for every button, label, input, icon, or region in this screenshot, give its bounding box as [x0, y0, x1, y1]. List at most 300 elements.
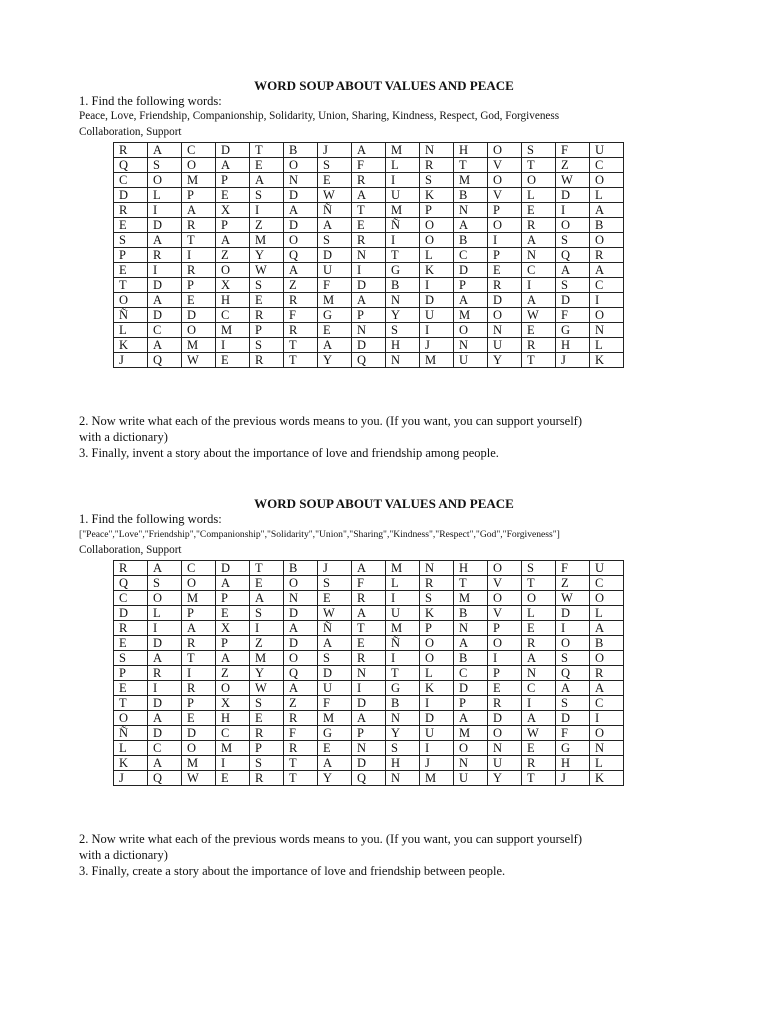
- grid-cell: V: [488, 188, 522, 203]
- grid-cell: J: [556, 771, 590, 786]
- grid-cell: I: [386, 173, 420, 188]
- grid-cell: C: [148, 741, 182, 756]
- grid-cell: L: [114, 741, 148, 756]
- grid-row: [114, 561, 624, 576]
- grid-cell: U: [318, 263, 352, 278]
- grid-cell: N: [386, 771, 420, 786]
- grid-cell: S: [250, 606, 284, 621]
- grid-cell: R: [352, 233, 386, 248]
- grid-cell: U: [454, 353, 488, 368]
- grid-cell: O: [114, 711, 148, 726]
- grid-cell: T: [250, 143, 284, 158]
- grid-cell: O: [488, 726, 522, 741]
- grid-cell: T: [284, 353, 318, 368]
- grid-cell: R: [522, 636, 556, 651]
- grid-cell: T: [522, 771, 556, 786]
- grid-cell: T: [522, 576, 556, 591]
- grid-cell: P: [488, 621, 522, 636]
- grid-cell: D: [556, 293, 590, 308]
- grid-cell: C: [216, 726, 250, 741]
- grid-cell: D: [148, 278, 182, 293]
- grid-cell: L: [590, 606, 624, 621]
- grid-cell: H: [216, 293, 250, 308]
- grid-cell: R: [182, 636, 216, 651]
- instruction-story: 3. Finally, invent a story about the importance of love and friendship among people.: [79, 446, 499, 460]
- grid-cell: C: [590, 278, 624, 293]
- grid-cell: L: [114, 323, 148, 338]
- grid-cell: U: [386, 606, 420, 621]
- grid-cell: I: [352, 263, 386, 278]
- grid-cell: T: [454, 158, 488, 173]
- grid-cell: R: [182, 218, 216, 233]
- grid-cell: D: [352, 278, 386, 293]
- grid-cell: G: [556, 741, 590, 756]
- grid-cell: M: [250, 651, 284, 666]
- grid-cell: F: [556, 726, 590, 741]
- letter-grid: [113, 560, 624, 786]
- grid-cell: A: [556, 263, 590, 278]
- grid-cell: A: [352, 188, 386, 203]
- grid-cell: I: [148, 681, 182, 696]
- grid-cell: X: [216, 621, 250, 636]
- grid-cell: O: [556, 218, 590, 233]
- grid-cell: M: [454, 726, 488, 741]
- grid-cell: R: [522, 756, 556, 771]
- grid-cell: A: [352, 561, 386, 576]
- grid-cell: Ñ: [318, 203, 352, 218]
- grid-cell: B: [386, 696, 420, 711]
- grid-cell: L: [590, 188, 624, 203]
- grid-cell: P: [182, 278, 216, 293]
- grid-cell: E: [250, 158, 284, 173]
- grid-cell: N: [352, 323, 386, 338]
- grid-cell: D: [148, 726, 182, 741]
- grid-cell: O: [420, 651, 454, 666]
- grid-cell: P: [352, 308, 386, 323]
- grid-cell: R: [284, 711, 318, 726]
- grid-cell: B: [284, 143, 318, 158]
- grid-cell: P: [454, 278, 488, 293]
- grid-cell: M: [454, 591, 488, 606]
- grid-cell: I: [216, 338, 250, 353]
- grid-cell: Q: [148, 353, 182, 368]
- grid-row: [114, 681, 624, 696]
- grid-cell: E: [216, 188, 250, 203]
- grid-row: [114, 263, 624, 278]
- grid-cell: D: [556, 606, 590, 621]
- grid-cell: N: [386, 711, 420, 726]
- grid-cell: H: [216, 711, 250, 726]
- grid-cell: K: [590, 353, 624, 368]
- grid-cell: N: [352, 741, 386, 756]
- instruction-write-meanings: 2. Now write what each of the previous words means to you. (If you want, you can support yourself): [79, 832, 583, 846]
- grid-cell: P: [216, 591, 250, 606]
- grid-cell: N: [352, 666, 386, 681]
- grid-cell: D: [148, 696, 182, 711]
- grid-cell: R: [420, 576, 454, 591]
- grid-cell: O: [284, 651, 318, 666]
- grid-cell: P: [420, 203, 454, 218]
- grid-cell: O: [284, 233, 318, 248]
- grid-row: [114, 576, 624, 591]
- grid-row: [114, 203, 624, 218]
- grid-cell: M: [216, 741, 250, 756]
- grid-row: [114, 726, 624, 741]
- grid-row: [114, 218, 624, 233]
- grid-cell: N: [284, 591, 318, 606]
- grid-cell: E: [114, 636, 148, 651]
- grid-cell: Z: [216, 666, 250, 681]
- grid-cell: M: [182, 756, 216, 771]
- grid-row: [114, 696, 624, 711]
- grid-cell: D: [488, 711, 522, 726]
- grid-cell: T: [182, 233, 216, 248]
- grid-cell: P: [420, 621, 454, 636]
- word-list-continued: Collaboration, Support: [79, 544, 182, 556]
- grid-cell: U: [590, 143, 624, 158]
- grid-cell: F: [318, 696, 352, 711]
- grid-cell: C: [590, 576, 624, 591]
- grid-cell: U: [318, 681, 352, 696]
- grid-cell: H: [386, 338, 420, 353]
- grid-cell: S: [556, 278, 590, 293]
- grid-cell: J: [318, 143, 352, 158]
- grid-cell: B: [284, 561, 318, 576]
- grid-cell: S: [420, 173, 454, 188]
- grid-cell: Q: [352, 353, 386, 368]
- grid-cell: A: [454, 293, 488, 308]
- grid-cell: Y: [318, 771, 352, 786]
- grid-cell: A: [182, 621, 216, 636]
- grid-cell: C: [590, 158, 624, 173]
- grid-cell: R: [284, 323, 318, 338]
- grid-cell: F: [284, 726, 318, 741]
- grid-cell: R: [284, 293, 318, 308]
- grid-cell: I: [420, 278, 454, 293]
- grid-cell: R: [488, 696, 522, 711]
- grid-cell: E: [216, 353, 250, 368]
- grid-cell: N: [522, 248, 556, 263]
- grid-cell: N: [386, 293, 420, 308]
- grid-cell: E: [182, 293, 216, 308]
- grid-cell: P: [352, 726, 386, 741]
- grid-row: [114, 278, 624, 293]
- grid-cell: C: [454, 666, 488, 681]
- grid-cell: Q: [114, 576, 148, 591]
- grid-cell: A: [318, 218, 352, 233]
- grid-cell: F: [352, 158, 386, 173]
- grid-cell: E: [318, 323, 352, 338]
- grid-cell: S: [250, 696, 284, 711]
- grid-cell: I: [148, 203, 182, 218]
- instruction-story: 3. Finally, create a story about the importance of love and friendship between people.: [79, 864, 506, 878]
- grid-cell: R: [420, 158, 454, 173]
- grid-cell: R: [182, 681, 216, 696]
- grid-cell: J: [420, 756, 454, 771]
- word-list: ["Peace","Love","Friendship","Companionship","Solidarity","Union","Sharing","Kindness","Respect","God","Forgiveness"]: [79, 529, 560, 540]
- grid-cell: S: [522, 561, 556, 576]
- grid-cell: D: [284, 606, 318, 621]
- grid-cell: C: [454, 248, 488, 263]
- grid-row: [114, 353, 624, 368]
- grid-cell: D: [488, 293, 522, 308]
- grid-cell: D: [318, 666, 352, 681]
- grid-cell: O: [488, 636, 522, 651]
- grid-cell: S: [318, 233, 352, 248]
- grid-cell: L: [522, 188, 556, 203]
- grid-cell: L: [420, 666, 454, 681]
- grid-cell: H: [556, 756, 590, 771]
- grid-cell: P: [114, 666, 148, 681]
- grid-cell: P: [250, 323, 284, 338]
- grid-cell: T: [250, 561, 284, 576]
- grid-cell: Q: [556, 248, 590, 263]
- grid-cell: A: [590, 681, 624, 696]
- grid-cell: D: [352, 756, 386, 771]
- grid-cell: B: [454, 651, 488, 666]
- grid-cell: D: [420, 711, 454, 726]
- grid-cell: E: [488, 681, 522, 696]
- grid-cell: Y: [386, 726, 420, 741]
- grid-cell: I: [556, 621, 590, 636]
- grid-cell: O: [590, 591, 624, 606]
- grid-cell: G: [386, 263, 420, 278]
- grid-cell: D: [420, 293, 454, 308]
- grid-cell: T: [352, 203, 386, 218]
- grid-cell: R: [250, 308, 284, 323]
- grid-cell: S: [386, 323, 420, 338]
- grid-cell: D: [454, 681, 488, 696]
- grid-cell: M: [454, 308, 488, 323]
- grid-cell: D: [556, 188, 590, 203]
- grid-cell: R: [250, 771, 284, 786]
- grid-cell: S: [318, 651, 352, 666]
- grid-cell: S: [556, 696, 590, 711]
- grid-row: [114, 636, 624, 651]
- grid-cell: M: [386, 143, 420, 158]
- grid-cell: W: [318, 188, 352, 203]
- grid-cell: Z: [284, 278, 318, 293]
- grid-cell: W: [522, 308, 556, 323]
- grid-cell: O: [488, 218, 522, 233]
- grid-cell: U: [488, 756, 522, 771]
- grid-cell: Ñ: [386, 218, 420, 233]
- grid-cell: C: [590, 696, 624, 711]
- grid-cell: K: [590, 771, 624, 786]
- grid-cell: D: [284, 636, 318, 651]
- grid-cell: I: [250, 621, 284, 636]
- grid-cell: F: [352, 576, 386, 591]
- grid-cell: O: [148, 591, 182, 606]
- grid-cell: E: [114, 263, 148, 278]
- grid-cell: Z: [556, 158, 590, 173]
- grid-cell: N: [454, 621, 488, 636]
- grid-cell: O: [182, 158, 216, 173]
- grid-cell: I: [216, 756, 250, 771]
- grid-cell: S: [114, 233, 148, 248]
- grid-cell: M: [386, 621, 420, 636]
- grid-cell: D: [284, 188, 318, 203]
- grid-cell: N: [488, 323, 522, 338]
- grid-cell: I: [488, 651, 522, 666]
- grid-cell: T: [114, 696, 148, 711]
- grid-cell: N: [386, 353, 420, 368]
- grid-cell: N: [454, 338, 488, 353]
- grid-cell: O: [284, 158, 318, 173]
- grid-cell: F: [556, 143, 590, 158]
- grid-cell: Ñ: [318, 621, 352, 636]
- word-list: Peace, Love, Friendship, Companionship, Solidarity, Union, Sharing, Kindness, Respect, God, Forgiveness: [79, 110, 560, 122]
- grid-cell: N: [488, 741, 522, 756]
- grid-cell: A: [216, 233, 250, 248]
- grid-cell: C: [114, 591, 148, 606]
- grid-cell: E: [522, 621, 556, 636]
- grid-cell: T: [522, 158, 556, 173]
- grid-cell: S: [250, 188, 284, 203]
- grid-cell: S: [386, 741, 420, 756]
- grid-cell: I: [182, 666, 216, 681]
- grid-cell: A: [148, 651, 182, 666]
- grid-cell: S: [556, 233, 590, 248]
- grid-cell: A: [284, 263, 318, 278]
- grid-cell: R: [114, 143, 148, 158]
- grid-row: [114, 666, 624, 681]
- grid-cell: E: [114, 681, 148, 696]
- grid-cell: X: [216, 203, 250, 218]
- grid-cell: E: [250, 293, 284, 308]
- grid-cell: L: [386, 158, 420, 173]
- grid-cell: O: [454, 741, 488, 756]
- grid-cell: S: [148, 158, 182, 173]
- grid-cell: A: [522, 651, 556, 666]
- grid-cell: P: [216, 173, 250, 188]
- grid-cell: O: [488, 173, 522, 188]
- grid-cell: T: [454, 576, 488, 591]
- grid-cell: A: [216, 158, 250, 173]
- grid-cell: I: [250, 203, 284, 218]
- grid-cell: E: [216, 771, 250, 786]
- grid-cell: Y: [488, 353, 522, 368]
- grid-cell: A: [352, 711, 386, 726]
- grid-cell: Y: [250, 666, 284, 681]
- grid-cell: N: [420, 143, 454, 158]
- grid-cell: I: [386, 233, 420, 248]
- grid-cell: Y: [386, 308, 420, 323]
- grid-cell: I: [420, 741, 454, 756]
- grid-cell: N: [284, 173, 318, 188]
- grid-cell: S: [114, 651, 148, 666]
- grid-row: [114, 338, 624, 353]
- grid-cell: T: [284, 756, 318, 771]
- grid-cell: A: [522, 293, 556, 308]
- grid-cell: U: [454, 771, 488, 786]
- grid-cell: R: [114, 621, 148, 636]
- grid-cell: A: [284, 203, 318, 218]
- grid-cell: P: [114, 248, 148, 263]
- grid-cell: R: [488, 278, 522, 293]
- grid-cell: G: [318, 308, 352, 323]
- grid-cell: D: [182, 308, 216, 323]
- grid-cell: U: [420, 726, 454, 741]
- grid-cell: R: [250, 353, 284, 368]
- grid-cell: D: [148, 636, 182, 651]
- grid-cell: K: [420, 263, 454, 278]
- grid-cell: B: [590, 218, 624, 233]
- grid-cell: F: [318, 278, 352, 293]
- grid-cell: U: [590, 561, 624, 576]
- grid-cell: A: [148, 143, 182, 158]
- grid-cell: M: [216, 323, 250, 338]
- grid-cell: D: [352, 696, 386, 711]
- grid-cell: T: [114, 278, 148, 293]
- grid-row: [114, 651, 624, 666]
- grid-cell: R: [590, 666, 624, 681]
- instruction-find-words: 1. Find the following words:: [79, 94, 222, 108]
- grid-cell: A: [522, 711, 556, 726]
- grid-cell: I: [386, 651, 420, 666]
- grid-cell: G: [318, 726, 352, 741]
- grid-cell: K: [420, 681, 454, 696]
- instruction-write-meanings-continued: with a dictionary): [79, 848, 168, 862]
- grid-row: [114, 591, 624, 606]
- grid-row: [114, 323, 624, 338]
- grid-cell: W: [522, 726, 556, 741]
- grid-cell: A: [352, 606, 386, 621]
- grid-cell: O: [284, 576, 318, 591]
- grid-cell: Q: [284, 666, 318, 681]
- grid-cell: Q: [284, 248, 318, 263]
- grid-cell: J: [420, 338, 454, 353]
- grid-cell: R: [250, 726, 284, 741]
- grid-row: [114, 188, 624, 203]
- grid-cell: R: [114, 203, 148, 218]
- grid-cell: W: [182, 353, 216, 368]
- grid-cell: Ñ: [114, 308, 148, 323]
- grid-cell: M: [182, 173, 216, 188]
- grid-cell: E: [318, 591, 352, 606]
- grid-cell: W: [318, 606, 352, 621]
- grid-cell: L: [590, 756, 624, 771]
- grid-cell: I: [148, 621, 182, 636]
- grid-cell: I: [522, 278, 556, 293]
- grid-row: [114, 308, 624, 323]
- grid-cell: W: [556, 591, 590, 606]
- grid-cell: M: [386, 561, 420, 576]
- grid-cell: W: [250, 681, 284, 696]
- grid-cell: O: [488, 143, 522, 158]
- grid-cell: O: [590, 173, 624, 188]
- grid-cell: A: [250, 591, 284, 606]
- grid-cell: J: [114, 771, 148, 786]
- grid-cell: C: [522, 263, 556, 278]
- instruction-write-meanings-continued: with a dictionary): [79, 430, 168, 444]
- grid-cell: A: [522, 233, 556, 248]
- grid-cell: M: [250, 233, 284, 248]
- grid-cell: I: [590, 293, 624, 308]
- grid-cell: A: [352, 293, 386, 308]
- grid-cell: I: [522, 696, 556, 711]
- grid-cell: Z: [250, 636, 284, 651]
- grid-cell: L: [386, 576, 420, 591]
- grid-cell: U: [488, 338, 522, 353]
- grid-row: [114, 771, 624, 786]
- grid-cell: Q: [556, 666, 590, 681]
- grid-cell: P: [250, 741, 284, 756]
- grid-cell: P: [182, 188, 216, 203]
- grid-row: [114, 143, 624, 158]
- grid-cell: V: [488, 606, 522, 621]
- grid-cell: F: [284, 308, 318, 323]
